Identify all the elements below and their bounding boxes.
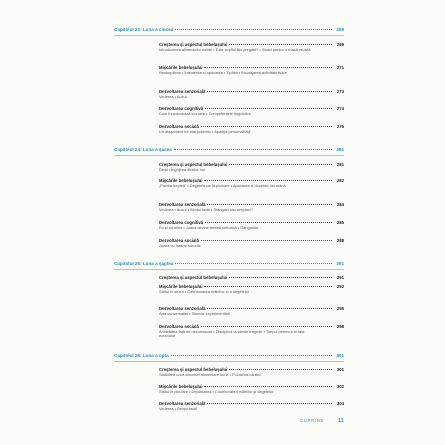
section-page-number: 298 <box>336 324 344 329</box>
toc-section <box>159 124 344 134</box>
section-topics: Un ataşament tot mai puternic • Apariţia personalităţii <box>159 128 251 134</box>
chapter-divider <box>114 155 344 156</box>
section-page-number: 285 <box>336 220 344 225</box>
section-page-number: 304 <box>336 401 344 406</box>
toc-section <box>159 65 344 75</box>
section-title: Mişcările bebeluşului <box>159 284 203 289</box>
section-topics: Joaca cu frații și surorile <box>159 242 201 248</box>
toc-section <box>159 306 344 316</box>
dot-leader <box>207 204 332 205</box>
section-page-number: 292 <box>336 284 344 289</box>
dot-leader <box>229 44 332 45</box>
section-title: Creşterea şi aspectul bebeluşului <box>159 275 228 280</box>
chapter-page-number: 291 <box>336 261 344 266</box>
section-topics: Vederea • Auzul <box>159 93 187 99</box>
section-topics: Introducerea alimentelor solide • Este copilul tău pregătit? • Statul pentru o masă reușită <box>159 46 311 52</box>
toc-section <box>159 401 344 411</box>
section-title: Creşterea şi aspectul bebeluşului <box>159 367 228 372</box>
chapter-page-number: 281 <box>336 147 344 152</box>
chapter-divider <box>114 269 344 270</box>
section-topics: Dinții • Îngrijirea dinților noi <box>159 166 205 172</box>
section-topics: Arta conversației • Stimula experimentării <box>159 310 230 316</box>
dot-leader <box>229 277 332 278</box>
section-title: Mișcările bebelușului <box>159 65 203 70</box>
dot-leader <box>174 149 332 150</box>
section-page-number: 274 <box>336 106 344 111</box>
section-topics: „Poziția trepied” • Degetele de la picioare • Apucarea și ducerea din mână <box>159 182 286 188</box>
section-title: Dezvoltarea senzorială <box>159 306 206 311</box>
section-title: Dezvoltarea senzorială <box>159 89 206 94</box>
chapter-divider <box>114 35 344 36</box>
running-footer-label: CUPRINS <box>300 418 324 423</box>
dot-leader <box>175 29 332 30</box>
page-number: 11 <box>337 418 344 424</box>
section-title: Dezvoltarea socială <box>159 324 199 329</box>
toc-section <box>159 89 344 99</box>
section-title: Mişcările bebeluşului <box>159 178 203 183</box>
section-heading <box>159 275 344 280</box>
section-topics: Cum funcționează lucrurile • Competențele lingvistice <box>159 110 251 116</box>
toc-section <box>159 106 344 116</box>
section-topics: Eu și cu mine • Joaca devine treabă serioasă • Gânguritul <box>159 224 259 230</box>
section-page-number: 273 <box>336 89 344 94</box>
chapter-heading <box>114 147 344 152</box>
dot-leader <box>207 403 332 404</box>
toc-section <box>159 367 344 377</box>
section-title: Dezvoltarea cognitivă <box>159 106 204 111</box>
section-topics: Rostogolirea • Întinderea și apucarea • Tipătul • Încurajarea activității fizice <box>159 69 287 75</box>
chapter-title: Capitolul 25: Luna a şaptea <box>114 261 174 266</box>
dot-leader <box>204 386 332 387</box>
toc-section <box>159 275 344 281</box>
toc-section <box>159 202 344 212</box>
chapter-heading <box>114 27 344 32</box>
dot-leader <box>204 286 332 287</box>
chapter-heading <box>114 261 344 266</box>
section-title: Dezvoltarea cognitivă <box>159 220 204 225</box>
section-page-number: 288 <box>336 238 344 243</box>
section-title: Dezvoltarea senzorială <box>159 401 206 406</box>
dot-leader <box>171 355 332 356</box>
toc-section <box>159 42 344 52</box>
dot-leader <box>207 308 332 309</box>
dot-leader <box>204 67 332 68</box>
toc-section <box>159 162 344 172</box>
section-topics: Stabilirea unor obiceiuri alimentare bune • Folosirea cănitei <box>159 371 261 377</box>
section-topics: Statul în șezut • Coordonarea mâinilor și a degetelor <box>159 288 250 294</box>
dot-leader <box>205 108 332 109</box>
chapter-page-number: 269 <box>336 27 344 32</box>
toc-section <box>159 178 344 188</box>
chapter-page-number: 301 <box>336 353 344 358</box>
toc-section <box>159 220 344 230</box>
dot-leader <box>175 263 332 264</box>
section-page-number: 301 <box>336 367 344 372</box>
toc-section <box>159 384 344 394</box>
section-page-number: 271 <box>336 65 344 70</box>
dot-leader <box>205 222 332 223</box>
dot-leader <box>204 180 332 181</box>
toc-section <box>159 324 344 339</box>
section-page-number: 302 <box>336 384 344 389</box>
section-title: Dezvoltarea senzorială <box>159 202 206 207</box>
dot-leader <box>207 91 332 92</box>
section-page-number: 281 <box>336 162 344 167</box>
section-topics: Vederea • Auzul • Simțul tactil • Stângaci sau dreptaci? <box>159 206 254 212</box>
toc-section <box>159 284 344 294</box>
section-topics: Vederea • Simțul tactil <box>159 405 197 411</box>
section-title: Dezvoltarea socială <box>159 124 199 129</box>
section-title: Creșterea și aspectul bebelușului <box>159 42 228 47</box>
dot-leader <box>201 326 332 327</box>
chapter-title: Capitolul 24: Luna a şasea <box>114 147 172 152</box>
section-page-number: 291 <box>336 275 344 280</box>
dot-leader <box>229 369 332 370</box>
section-title: Mişcările bebeluşului <box>159 384 203 389</box>
page-footer <box>300 418 344 424</box>
section-page-number: 295 <box>336 306 344 311</box>
dot-leader <box>229 164 332 165</box>
chapter-divider <box>114 361 344 362</box>
section-page-number: 282 <box>336 178 344 183</box>
chapter-heading <box>114 353 344 358</box>
dot-leader <box>201 126 332 127</box>
section-title: Dezvoltarea socială <box>159 238 199 243</box>
section-topics: Anxietatea față de necunoscuți • Disciplina la vârste fragede • Timpul petrecut în fața ecranului <box>159 328 305 339</box>
dot-leader <box>201 240 332 241</box>
section-title: Creşterea şi aspectul bebeluşului <box>159 162 228 167</box>
section-page-number: 276 <box>336 124 344 129</box>
chapter-title: Capitolul 23: Luna a cincea <box>114 27 174 32</box>
section-page-number: 284 <box>336 202 344 207</box>
chapter-title: Capitolul 26: Luna a opta <box>114 353 169 358</box>
toc-section <box>159 238 344 248</box>
section-topics: Statul în picioare • Deplasarea • Coordonarea mâinilor și degetelor <box>159 388 274 394</box>
section-page-number: 269 <box>336 42 344 47</box>
